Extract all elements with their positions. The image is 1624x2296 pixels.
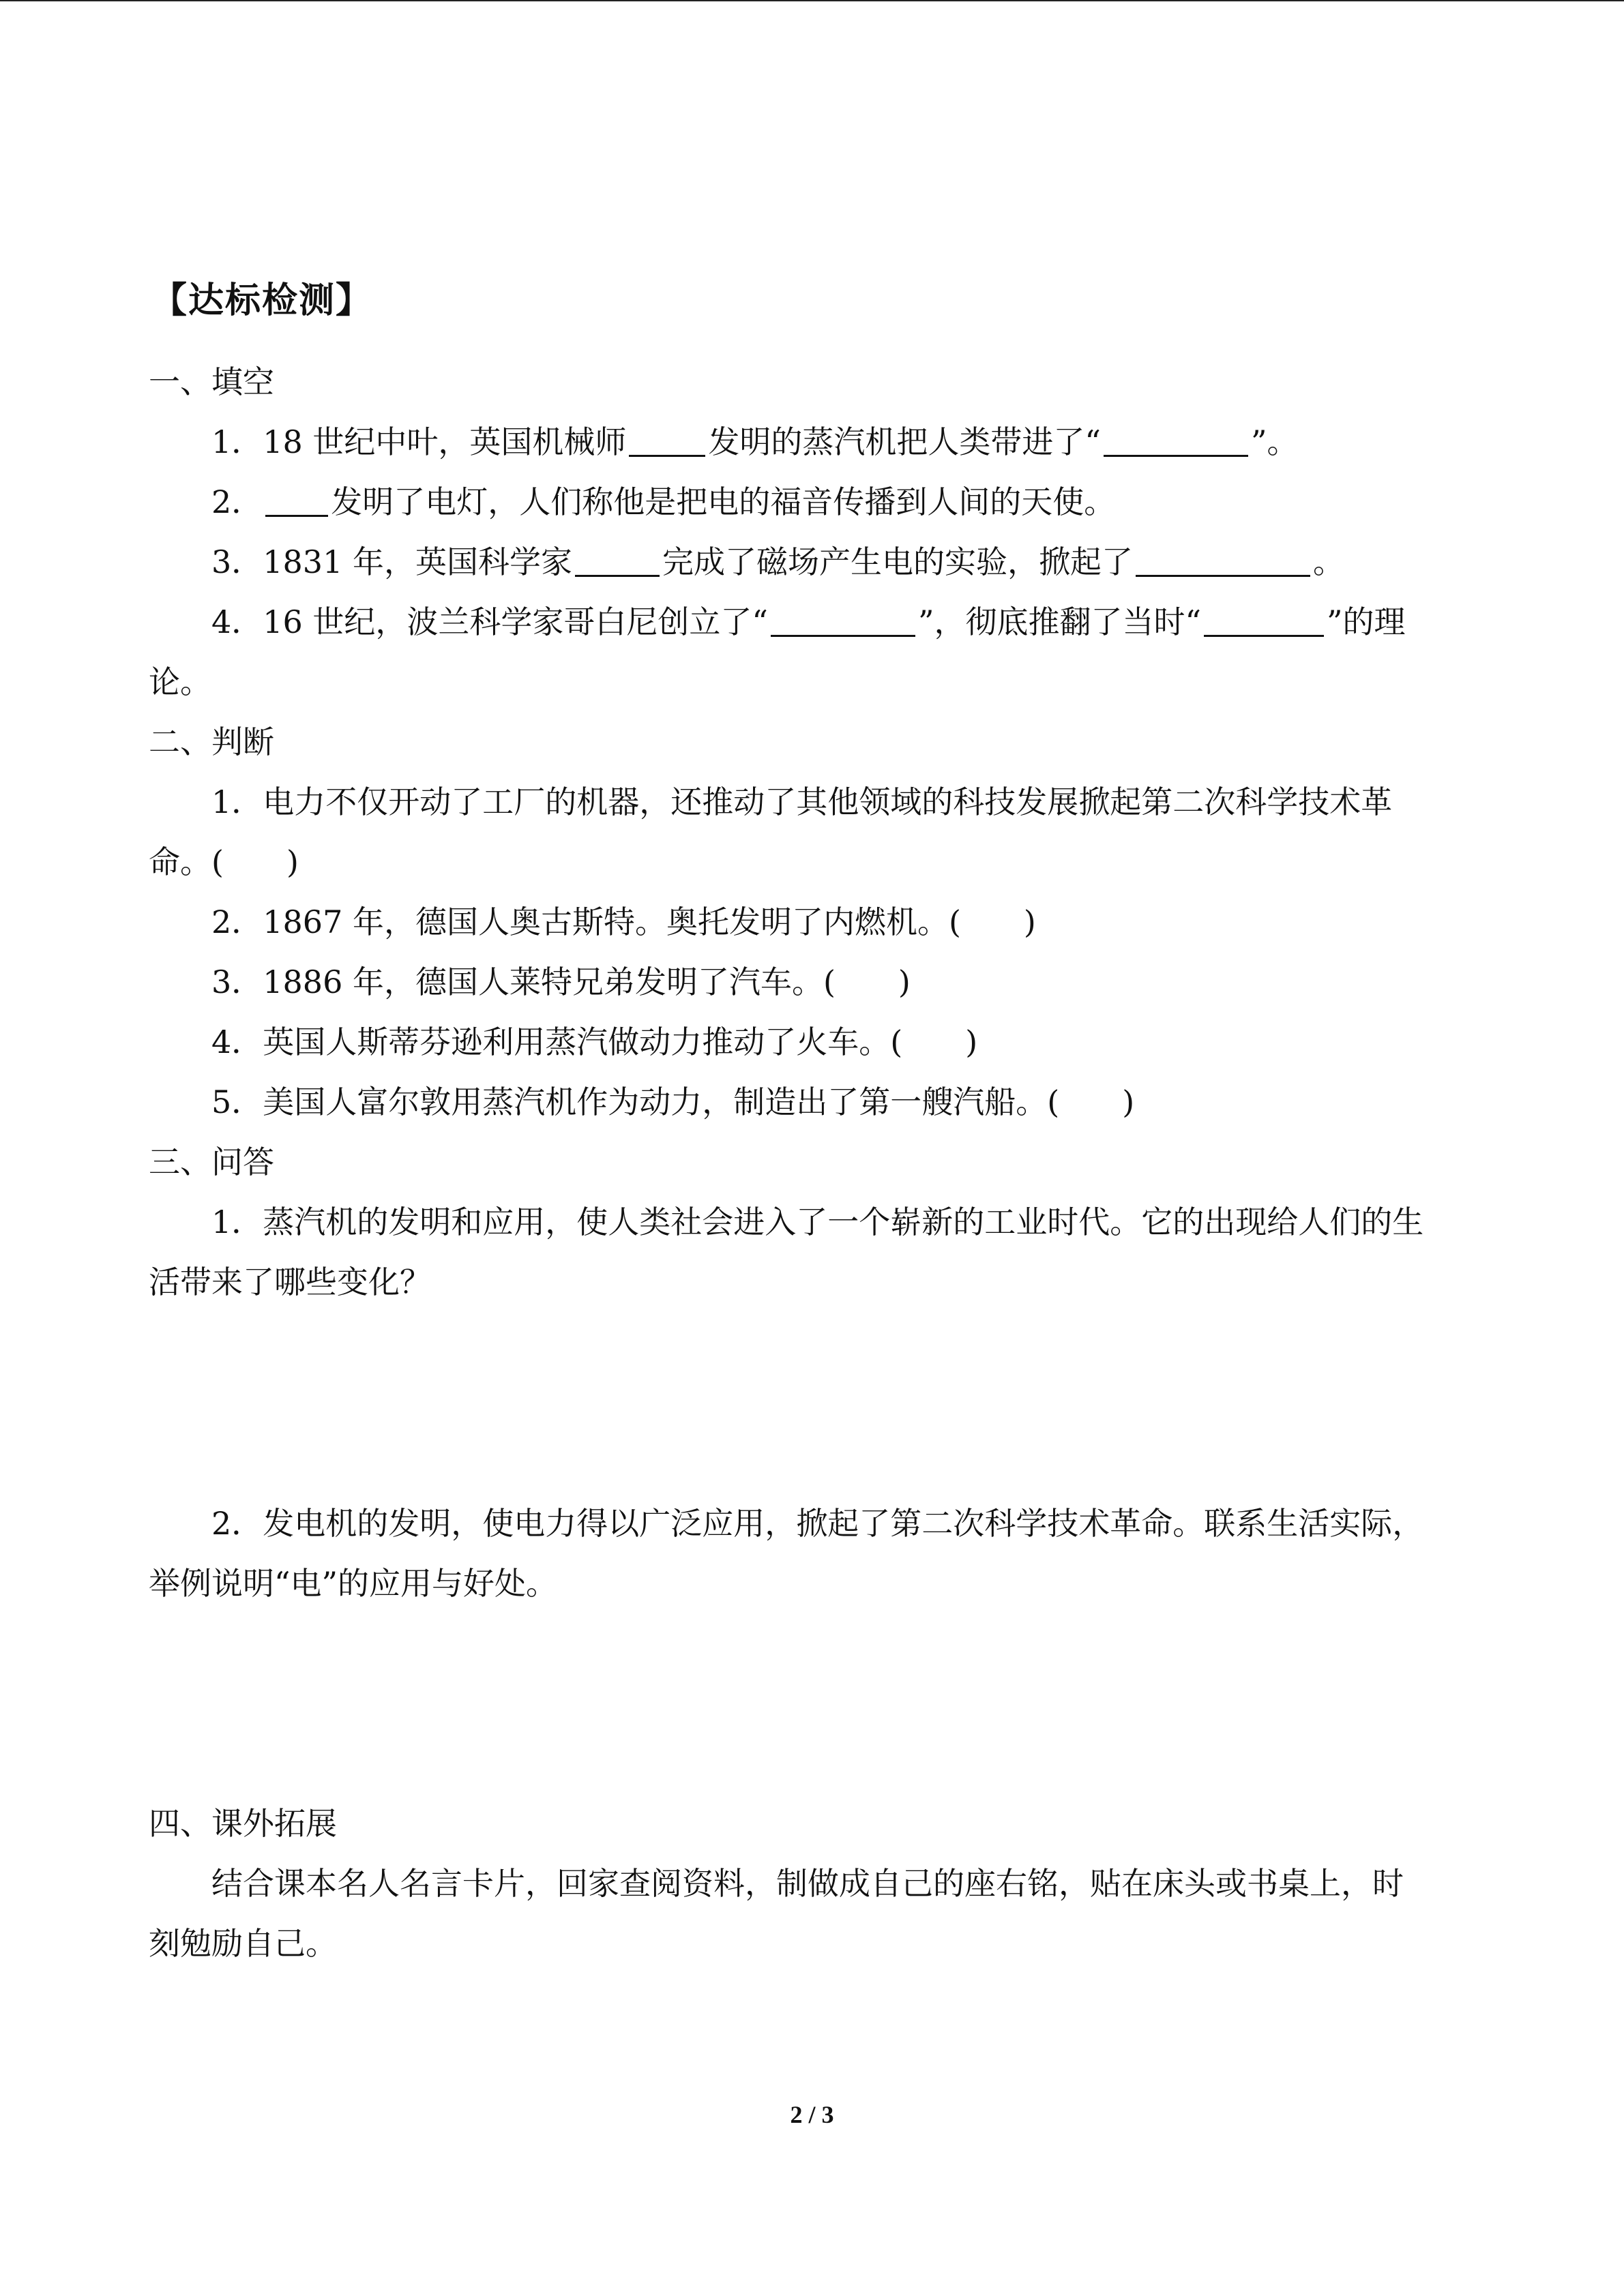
- section-heading-extension: 四、课外拓展: [149, 1805, 337, 1842]
- judge-question-4: 4．英国人斯蒂芬逊利用蒸汽做动力推动了火车。( ): [211, 1024, 978, 1060]
- extension-text-cont: 刻勉励自己。: [149, 1925, 337, 1962]
- answer-blank[interactable]: [1136, 545, 1310, 577]
- answer-blank[interactable]: [1204, 605, 1324, 637]
- fill-question-4: 4．16 世纪，波兰科学家哥白尼创立了“ ”，彻底推翻了当时“ ”的理: [211, 603, 1406, 640]
- page-title: 【达标检测】: [151, 280, 373, 321]
- section-heading-qa: 三、问答: [149, 1144, 274, 1180]
- answer-blank[interactable]: [265, 485, 328, 517]
- judge-question-1: 1．电力不仅开动了工厂的机器，还推动了其他领域的科技发展掀起第二次科学技术革: [211, 784, 1393, 820]
- judge-question-5: 5．美国人富尔敦用蒸汽机作为动力，制造出了第一艘汽船。( ): [211, 1084, 1135, 1120]
- fill-question-3: 3．1831 年，英国科学家 完成了磁场产生电的实验，掀起了 。: [211, 543, 1344, 580]
- page-number: 2 / 3: [790, 2101, 834, 2128]
- answer-blank[interactable]: [771, 605, 915, 637]
- qa-question-1-cont: 活带来了哪些变化？: [149, 1264, 431, 1300]
- judge-question-1-cont: 命。( ): [149, 844, 299, 880]
- section-heading-judge: 二、判断: [149, 724, 274, 760]
- fill-question-4-cont: 论。: [149, 664, 211, 700]
- judge-question-2: 2．1867 年，德国人奥古斯特。奥托发明了内燃机。( ): [211, 904, 1036, 940]
- qa-question-2: 2．发电机的发明，使电力得以广泛应用，掀起了第二次科学技术革命。联系生活实际，: [211, 1505, 1424, 1542]
- extension-text: 结合课本名人名言卡片，回家查阅资料，制做成自己的座右铭，贴在床头或书桌上，时: [211, 1865, 1404, 1902]
- section-heading-fill: 一、填空: [149, 363, 274, 400]
- answer-blank[interactable]: [575, 545, 660, 577]
- qa-question-1: 1．蒸汽机的发明和应用，使人类社会进入了一个崭新的工业时代。它的出现给人们的生: [211, 1204, 1424, 1240]
- qa-question-2-cont: 举例说明“电”的应用与好处。: [149, 1565, 558, 1602]
- fill-question-2: 2． 发明了电灯，人们称他是把电的福音传播到人间的天使。: [211, 483, 1116, 520]
- judge-question-3: 3．1886 年，德国人莱特兄弟发明了汽车。( ): [211, 964, 911, 1000]
- fill-question-1: 1．18 世纪中叶，英国机械师 发明的蒸汽机把人类带进了“ ”。: [211, 423, 1299, 460]
- answer-blank[interactable]: [1104, 425, 1248, 457]
- answer-blank[interactable]: [629, 425, 705, 457]
